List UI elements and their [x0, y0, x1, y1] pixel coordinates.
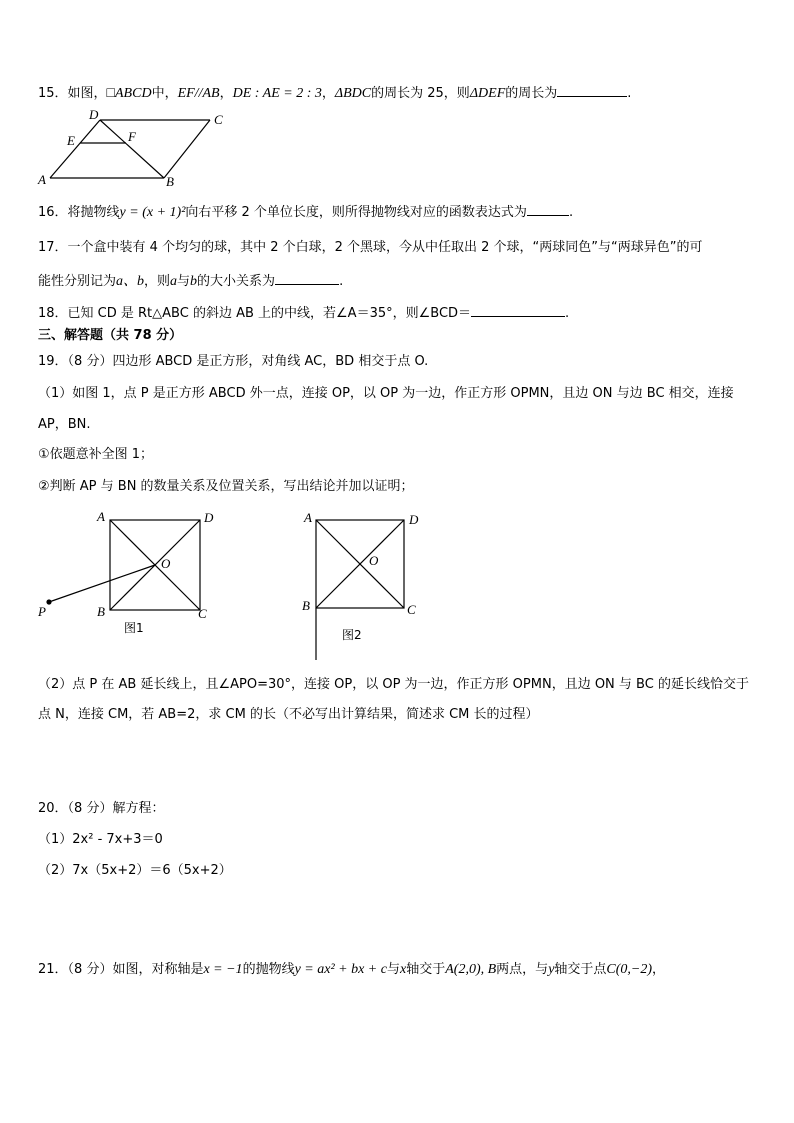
q21-point-a: A(2,0), B	[445, 962, 497, 977]
q15-text-5: 的周长为	[505, 86, 558, 101]
q15-triangle-bdc: ΔBDC	[334, 86, 372, 101]
q17-a: a	[170, 274, 178, 289]
q15-label-b: B	[166, 174, 174, 189]
q15-ratio: DE : AE = 2 : 3	[232, 86, 322, 101]
q15-text-3: ，	[321, 86, 335, 101]
fig1-label-a: A	[97, 509, 105, 524]
q21-text-3: 与	[386, 962, 400, 977]
q16-answer-blank[interactable]	[527, 203, 569, 216]
q21-point-c: C(0,−2)	[606, 962, 653, 977]
fig2-label-a: A	[304, 510, 312, 525]
q19-line7: 点 N，连接 CM，若 AB=2，求 CM 的长（不必写出计算结果，简述求 CM 长的过程）	[38, 707, 539, 722]
q21-end: ，	[652, 962, 666, 977]
fig2-label-b: B	[302, 598, 310, 613]
q18-answer-blank[interactable]	[471, 304, 565, 317]
q20-line3: （2）7x（5x+2）＝6（5x+2）	[38, 863, 232, 878]
q16-text-2: 向右平移 2 个单位长度，则所得抛物线对应的函数表达式为	[185, 205, 527, 220]
q15-label-e: E	[67, 133, 75, 148]
q21-text	[38, 962, 665, 978]
q15-text-4: 的周长为 25，则	[371, 86, 470, 101]
q21-equation: y = ax² + bx + c	[294, 962, 387, 977]
fig1-label-p: P	[38, 604, 46, 619]
q15-end: .	[627, 86, 632, 101]
fig1-label-c: C	[198, 606, 207, 621]
fig2-label-c: C	[407, 602, 416, 617]
q15-text	[38, 84, 631, 102]
section-3-title: 三、解答题（共 78 分）	[38, 328, 183, 343]
q15-ef-parallel: EF//AB	[177, 86, 220, 101]
q15-label-a: A	[38, 172, 46, 187]
q17-b: b	[190, 274, 198, 289]
q17-end: .	[339, 274, 344, 289]
fig2-label-d: D	[409, 512, 419, 527]
q19-figure-2	[292, 512, 452, 672]
q15-answer-blank[interactable]	[557, 84, 627, 97]
q21-text-1: 21．（8 分）如图，对称轴是	[38, 962, 204, 977]
q15-text-1: 中，	[151, 86, 178, 101]
q15-label-c: C	[214, 112, 223, 127]
fig1-label-b: B	[97, 604, 105, 619]
q17-text-4: 的大小关系为	[197, 274, 276, 289]
q19-line1: 19．（8 分）四边形 ABCD 是正方形，对角线 AC，BD 相交于点 O.	[38, 354, 429, 369]
q18-end: .	[565, 306, 570, 321]
q21-text-5: 两点，与	[496, 962, 549, 977]
q15-label-f: F	[128, 129, 136, 144]
q21-text-2: 的抛物线	[242, 962, 295, 977]
q18-text-1: 18．已知 CD 是 Rt△ABC 的斜边 AB 上的中线，若∠A＝35°，则∠BCD＝	[38, 306, 472, 321]
q17-text-3: 与	[177, 274, 191, 289]
q15-parallelogram: □ABCD	[106, 86, 152, 101]
q19-figure-1	[36, 509, 236, 642]
q15-text-2: ，	[219, 86, 233, 101]
q21-text-6: 轴交于点	[554, 962, 607, 977]
q21-text-4: 轴交于	[406, 962, 446, 977]
q16-text	[38, 203, 573, 221]
q20-line2: （1）2x² - 7x+3＝0	[38, 832, 163, 847]
q21-y: y	[548, 962, 555, 977]
q20-line1: 20．（8 分）解方程：	[38, 801, 165, 816]
q19-line3: AP，BN.	[38, 417, 91, 432]
q19-line4: ①依题意补全图 1；	[38, 447, 154, 462]
q17-line2	[38, 272, 343, 290]
q15-number: 15．如图，	[38, 86, 107, 101]
q17-line1: 17．一个盒中装有 4 个均匀的球，其中 2 个白球，2 个黑球，今从中任取出 2 个球，“两球同色”与“两球异色”的可	[38, 240, 703, 255]
fig1-caption: 图1	[124, 621, 144, 635]
q16-formula: y = (x + 1)²	[119, 205, 186, 220]
q17-text-2: ，则	[144, 274, 171, 289]
q21-axis: x = −1	[203, 962, 243, 977]
fig1-label-d: D	[204, 510, 214, 525]
q15-label-d: D	[89, 107, 99, 122]
q17-text-1: 能性分别记为	[38, 274, 117, 289]
q18-text	[38, 304, 569, 322]
q19-line5: ②判断 AP 与 BN 的数量关系及位置关系，写出结论并加以证明；	[38, 479, 414, 494]
q17-ab: a、b	[116, 274, 145, 289]
q16-end: .	[568, 205, 574, 220]
fig2-caption: 图2	[342, 628, 362, 642]
q19-line2: （1）如图 1，点 P 是正方形 ABCD 外一点，连接 OP，以 OP 为一边，作正方形 OPMN，且边 ON 与边 BC 相交，连接	[38, 386, 734, 401]
q19-line6: （2）点 P 在 AB 延长线上，且∠APO=30°，连接 OP，以 OP 为一边，作正方形 OPMN，且边 ON 与 BC 的延长线恰交于	[38, 677, 749, 692]
fig1-label-o: O	[161, 556, 171, 571]
q16-text-1: 16．将抛物线	[38, 205, 120, 220]
q15-figure	[36, 108, 246, 188]
q21-x: x	[400, 962, 407, 977]
q15-triangle-def: ΔDEF	[469, 86, 506, 101]
fig2-label-o: O	[369, 553, 379, 568]
q17-answer-blank[interactable]	[275, 272, 339, 285]
